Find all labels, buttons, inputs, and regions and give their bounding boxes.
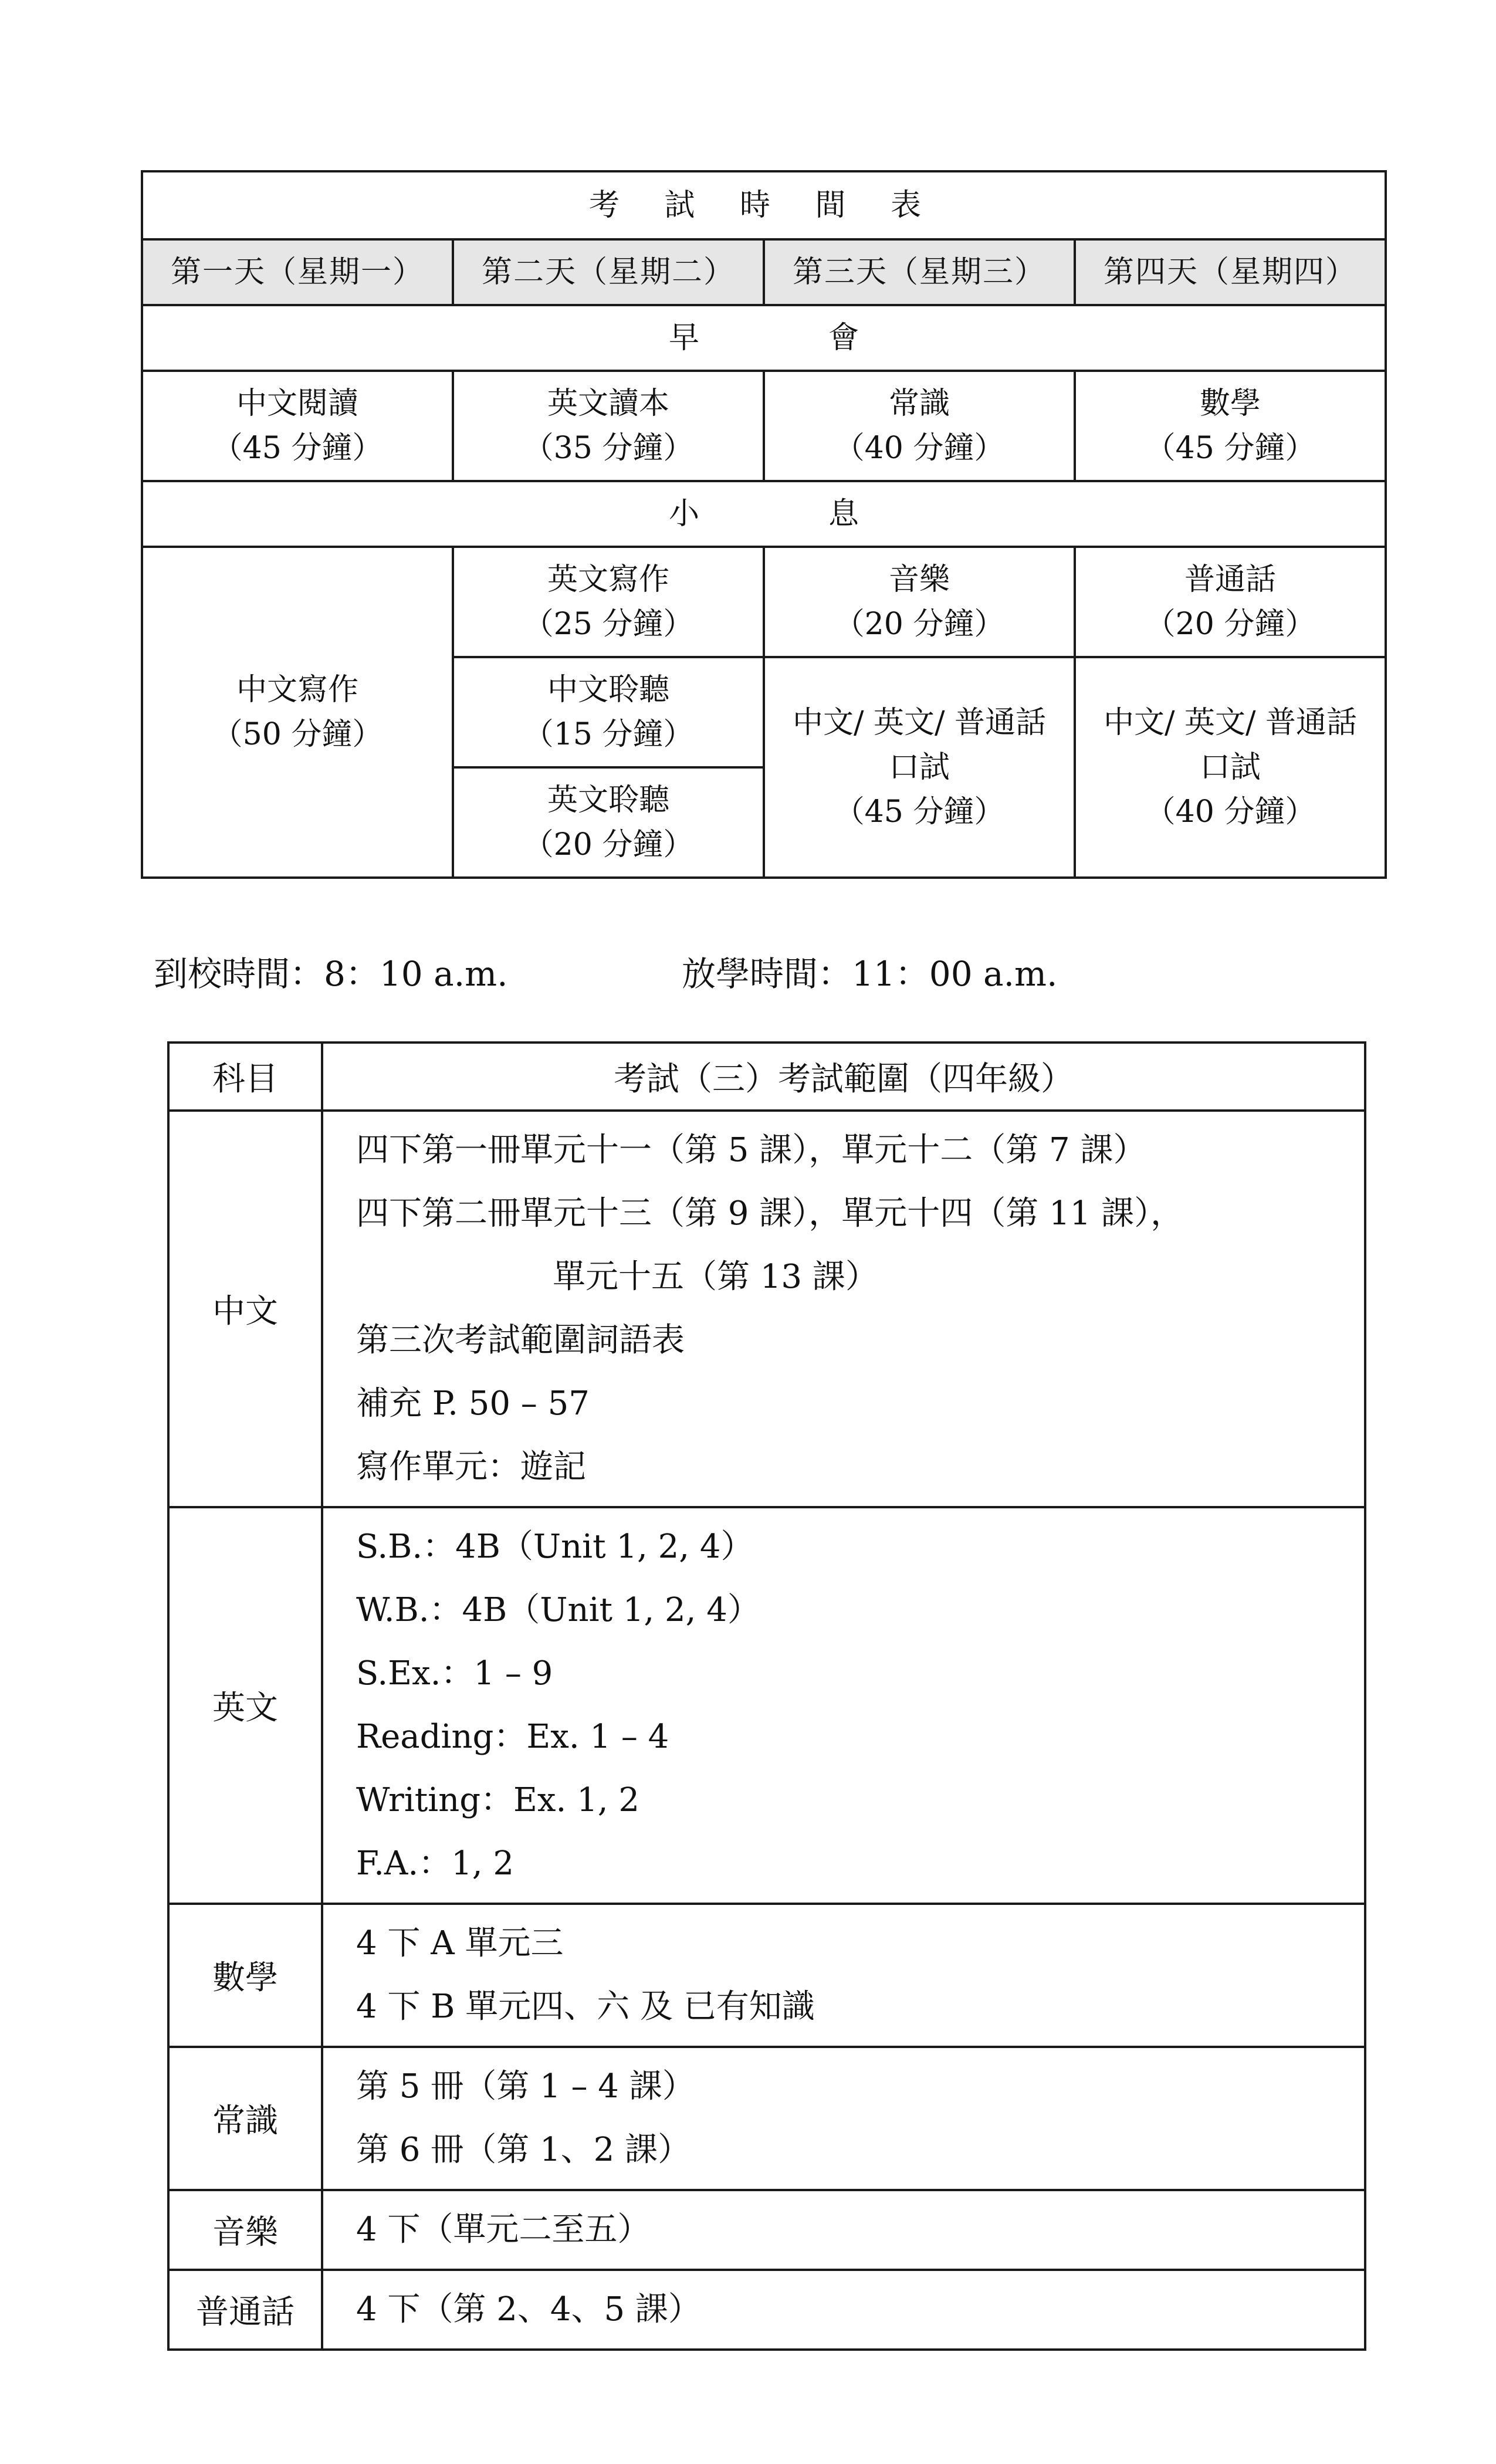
scope-line: S.Ex.：1 – 9 [356,1654,553,1693]
day3-session2-slot1 [764,547,1075,657]
exam-subject: 普通話 [1184,562,1276,597]
exam-subject-type: 口試 [1199,750,1261,785]
exam-subject: 英文聆聽 [547,783,669,818]
scope-line: 4 下（單元二至五） [356,2211,651,2249]
scope-line: 單元十五（第 13 課） [553,1258,878,1296]
scope-header-title: 考試（三）考試範圍（四年級） [322,1043,1365,1111]
scope-line: 第三次考試範圍詞語表 [356,1321,685,1359]
day3-oral-exam [764,657,1075,878]
arrival-time: 到校時間：8：10 a.m. [154,954,508,994]
day1-session1 [142,371,453,481]
exam-subject: 英文讀本 [547,386,669,421]
exam-subject: 常識 [888,386,950,421]
scope-line: Writing：Ex. 1, 2 [356,1781,639,1819]
assembly-label-1: 早 [668,320,699,356]
scope-line: 四下第一冊單元十一（第 5 課），單元十二（第 7 課） [356,1131,1146,1169]
scope-subject-english: 英文 [168,1507,322,1904]
exam-timetable [141,170,1387,879]
exam-duration: （20 分鐘） [834,607,1005,642]
exam-subject: 音樂 [888,562,950,597]
exam-duration: （50 分鐘） [212,717,383,752]
scope-subject-chinese: 中文 [168,1111,322,1507]
exam-duration: （40 分鐘） [1145,794,1316,830]
scope-content-chinese [322,1111,1365,1507]
scope-line: 第 6 冊（第 1、2 課） [356,2131,691,2169]
scope-line: 第 5 冊（第 1 – 4 課） [356,2067,695,2106]
scope-line: 4 下（第 2、4、5 課） [356,2290,701,2328]
scope-line: S.B.：4B（Unit 1, 2, 4） [356,1528,754,1566]
scope-subject-music: 音樂 [168,2190,322,2270]
day2-session2-slot2 [453,657,764,767]
exam-duration: （20 分鐘） [1145,607,1316,642]
scope-subject-putonghua: 普通話 [168,2270,322,2350]
scope-content-music [322,2190,1365,2270]
exam-subject-type: 口試 [888,750,950,785]
timetable-title: 考 試 時 間 表 [142,171,1386,239]
scope-line: W.B.：4B（Unit 1, 2, 4） [356,1591,760,1629]
exam-duration: （20 分鐘） [523,827,694,862]
break-label-1: 小 [668,496,699,532]
exam-duration: （45 分鐘） [212,431,383,466]
exam-subject: 英文寫作 [547,562,669,597]
scope-line: 寫作單元：遊記 [356,1448,586,1486]
school-times [154,947,1386,1000]
exam-subject: 中文聆聽 [547,672,669,708]
scope-line: 四下第二冊單元十三（第 9 課），單元十四（第 11 課）， [356,1194,1184,1233]
day-header-4: 第四天（星期四） [1075,239,1386,305]
scope-line: 補充 P. 50 – 57 [356,1385,590,1423]
exam-subject: 中文寫作 [236,672,358,708]
morning-assembly-row [142,305,1386,371]
scope-line: 4 下 A 單元三 [356,1924,564,1962]
day4-session1 [1075,371,1386,481]
exam-subject: 中文/ 英文/ 普通話 [1103,705,1358,740]
exam-duration: （45 分鐘） [834,794,1005,830]
exam-duration: （15 分鐘） [523,717,694,752]
day3-session1 [764,371,1075,481]
day2-session2-slot3 [453,767,764,878]
day2-session2-slot1 [453,547,764,657]
exam-subject: 數學 [1199,386,1261,421]
scope-line: 4 下 B 單元四、六 及 已有知識 [356,1988,815,2026]
exam-subject: 中文/ 英文/ 普通話 [792,705,1047,740]
scope-line: F.A.：1, 2 [356,1844,515,1883]
break-label-2: 息 [828,496,859,532]
exam-scope-table [167,1041,1366,2351]
day4-session2-slot1 [1075,547,1386,657]
day-header-3: 第三天（星期三） [764,239,1075,305]
scope-content-english [322,1507,1365,1904]
scope-subject-math: 數學 [168,1904,322,2047]
exam-duration: （45 分鐘） [1145,431,1316,466]
scope-content-general-studies [322,2047,1365,2190]
exam-subject: 中文閱讀 [236,386,358,421]
scope-content-putonghua [322,2270,1365,2350]
day4-oral-exam [1075,657,1386,878]
scope-subject-general-studies: 常識 [168,2047,322,2190]
exam-duration: （35 分鐘） [523,431,694,466]
day2-session1 [453,371,764,481]
day-header-1: 第一天（星期一） [142,239,453,305]
scope-content-math [322,1904,1365,2047]
day1-session2 [142,547,453,878]
scope-line: Reading：Ex. 1 – 4 [356,1718,669,1756]
dismissal-time: 放學時間：11：00 a.m. [682,954,1058,994]
recess-row [142,481,1386,547]
exam-duration: （25 分鐘） [523,607,694,642]
day-header-2: 第二天（星期二） [453,239,764,305]
exam-duration: （40 分鐘） [834,431,1005,466]
assembly-label-2: 會 [828,320,859,356]
scope-header-subject: 科目 [168,1043,322,1111]
